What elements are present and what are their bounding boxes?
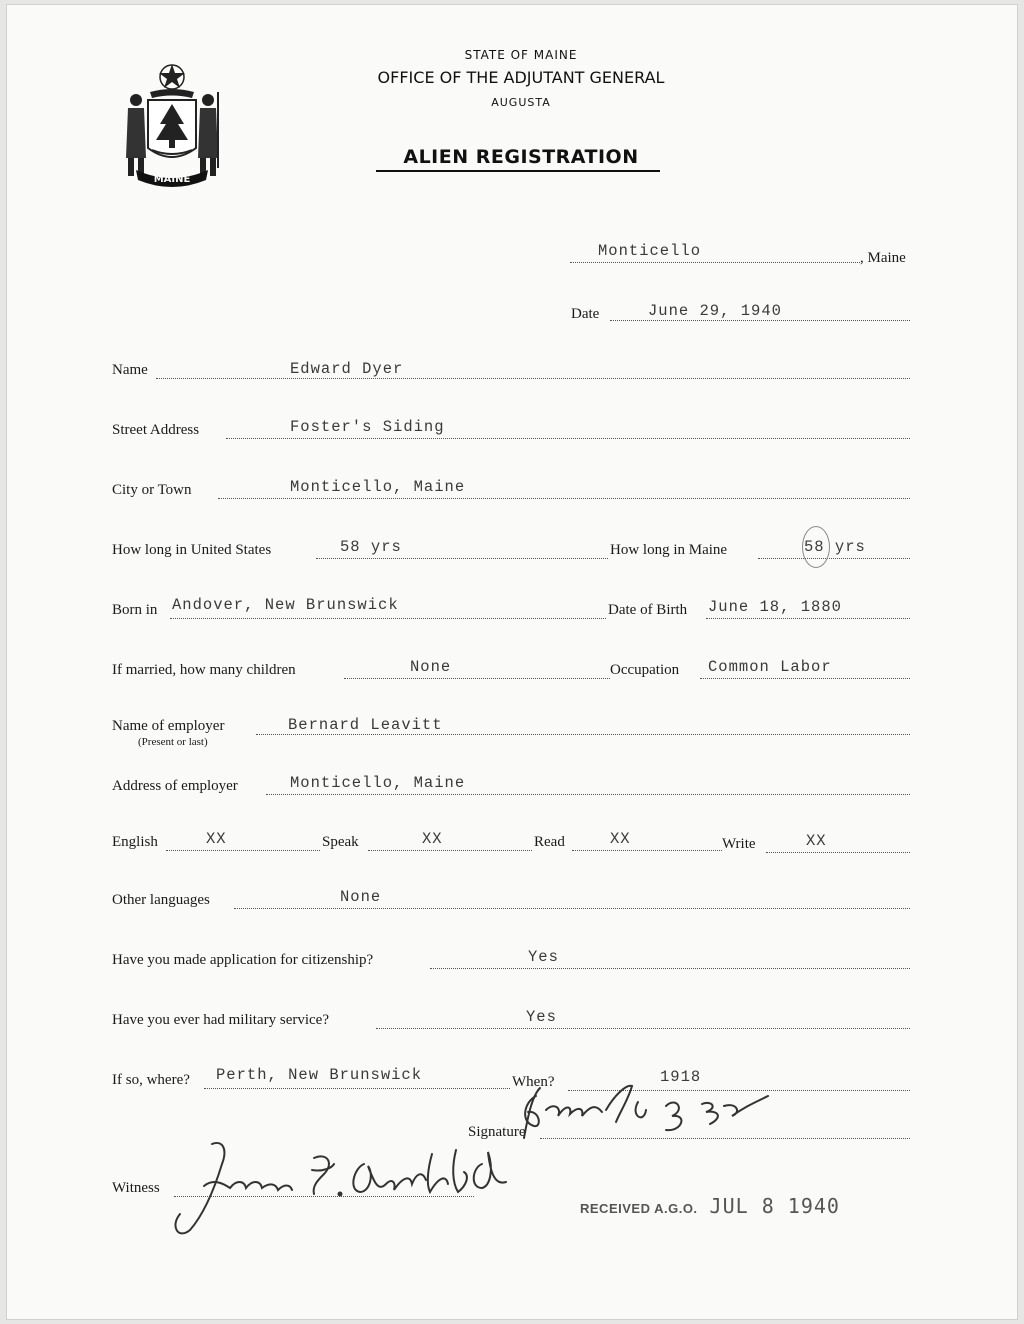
- form-page: [6, 4, 1018, 1320]
- occupation-value: Common Labor: [708, 658, 832, 676]
- english-label: English: [112, 834, 158, 850]
- how-long-maine-label: How long in Maine: [610, 542, 728, 558]
- street-address-label: Street Address: [112, 422, 200, 438]
- where-value: Perth, New Brunswick: [216, 1066, 423, 1084]
- employer-sublabel: (Present or last): [138, 736, 208, 748]
- where-leader: [204, 1088, 510, 1089]
- name-leader: [156, 378, 910, 379]
- born-in-leader: [170, 618, 606, 619]
- received-stamp: [580, 1194, 840, 1218]
- title-underline: [376, 170, 660, 172]
- speak-label: Speak: [322, 834, 359, 850]
- military-leader: [376, 1028, 910, 1029]
- occupation-label: Occupation: [610, 662, 680, 678]
- date-value: June 29, 1940: [648, 302, 782, 320]
- header-state: STATE OF MAINE: [464, 48, 578, 62]
- speak-value: XX: [422, 830, 443, 848]
- how-long-us-value: 58 yrs: [340, 538, 402, 556]
- children-label: If married, how many children: [112, 662, 296, 678]
- date-leader: [610, 320, 910, 321]
- write-label: Write: [722, 836, 756, 852]
- signature-label: Signature: [468, 1124, 526, 1140]
- place-value: Monticello: [598, 242, 702, 260]
- other-languages-leader: [234, 908, 910, 909]
- name-label: Name: [112, 362, 148, 378]
- city-value: Monticello, Maine: [290, 478, 466, 496]
- read-label: Read: [534, 834, 565, 850]
- military-label: Have you ever had military service?: [112, 1012, 329, 1028]
- street-address-value: Foster's Siding: [290, 418, 445, 436]
- signature-handwriting: [506, 1066, 776, 1146]
- city-leader: [218, 498, 910, 499]
- place-suffix: , Maine: [860, 250, 906, 266]
- children-leader: [344, 678, 610, 679]
- how-long-us-leader: [316, 558, 608, 559]
- witness-label: Witness: [112, 1180, 160, 1196]
- received-stamp-date: JUL 8 1940: [709, 1194, 840, 1218]
- seal-banner-text: MAINE: [153, 174, 191, 185]
- citizenship-value: Yes: [528, 948, 559, 966]
- header-office: OFFICE OF THE ADJUTANT GENERAL: [377, 68, 665, 87]
- occupation-leader: [700, 678, 910, 679]
- english-value: XX: [206, 830, 227, 848]
- other-languages-label: Other languages: [112, 892, 210, 908]
- speak-leader: [368, 850, 532, 851]
- employer-address-leader: [266, 794, 910, 795]
- read-value: XX: [610, 830, 631, 848]
- received-stamp-label: RECEIVED A.G.O.: [580, 1201, 698, 1216]
- how-long-maine-leader: [758, 558, 910, 559]
- dob-label: Date of Birth: [608, 602, 688, 618]
- street-address-leader: [226, 438, 910, 439]
- date-label: Date: [571, 306, 600, 322]
- other-languages-value: None: [340, 888, 382, 906]
- citizenship-leader: [430, 968, 910, 969]
- write-leader: [766, 852, 910, 853]
- witness-handwriting: [164, 1134, 524, 1242]
- employer-address-label: Address of employer: [112, 778, 238, 794]
- employer-address-value: Monticello, Maine: [290, 774, 466, 792]
- born-in-label: Born in: [112, 602, 158, 618]
- children-value: None: [410, 658, 452, 676]
- how-long-maine-value: 58 yrs: [804, 538, 866, 556]
- name-value: Edward Dyer: [290, 360, 404, 378]
- english-leader: [166, 850, 320, 851]
- dob-value: June 18, 1880: [708, 598, 842, 616]
- employer-leader: [256, 734, 910, 735]
- page-title: ALIEN REGISTRATION: [403, 146, 639, 168]
- maine-state-seal-icon: [114, 58, 230, 188]
- read-leader: [572, 850, 722, 851]
- employer-value: Bernard Leavitt: [288, 716, 443, 734]
- employer-label: Name of employer: [112, 718, 225, 734]
- circle-mark: [802, 526, 830, 568]
- dob-leader: [706, 618, 910, 619]
- how-long-us-label: How long in United States: [112, 542, 272, 558]
- header-city: AUGUSTA: [491, 96, 551, 109]
- born-in-value: Andover, New Brunswick: [172, 596, 399, 614]
- where-label: If so, where?: [112, 1072, 190, 1088]
- citizenship-label: Have you made application for citizenship?: [112, 952, 374, 968]
- when-value: 1918: [660, 1068, 702, 1086]
- place-leader: [570, 262, 860, 263]
- military-value: Yes: [526, 1008, 557, 1026]
- city-label: City or Town: [112, 482, 192, 498]
- when-label: When?: [512, 1074, 555, 1090]
- write-value: XX: [806, 832, 827, 850]
